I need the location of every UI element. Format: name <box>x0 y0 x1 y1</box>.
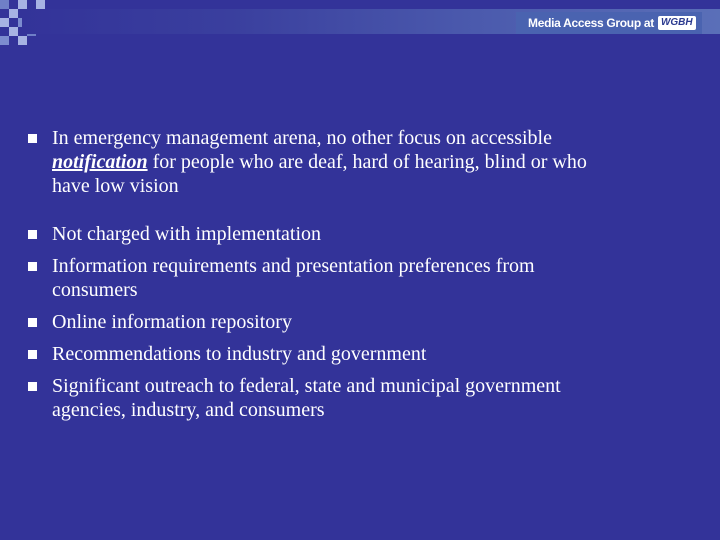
bullet-item <box>28 307 708 339</box>
bullet-marker-icon <box>28 318 37 327</box>
bullet-line: consumers <box>52 279 138 301</box>
logo <box>516 12 702 34</box>
bullet-item <box>28 339 708 371</box>
bullet-line: In emergency management arena, no other focus on accessible <box>52 127 552 149</box>
bullet-marker-icon <box>28 134 37 143</box>
bullet-line: agencies, industry, and consumers <box>52 399 325 421</box>
bullet-marker-icon <box>28 350 37 359</box>
logo-mark: WGBH <box>658 16 696 30</box>
bullet-item <box>28 123 708 219</box>
emphasis-text: notification <box>52 151 148 173</box>
logo-text: Media Access Group at <box>528 16 654 30</box>
bullet-marker-icon <box>28 230 37 239</box>
bullet-line: Not charged with implementation <box>52 223 322 245</box>
bullet-item <box>28 251 708 307</box>
bullet-item <box>28 219 708 251</box>
bullet-line: Significant outreach to federal, state and municipal government <box>52 375 561 397</box>
bullet-list <box>28 123 708 427</box>
bullet-line: Recommendations to industry and government <box>52 343 427 365</box>
bullet-marker-icon <box>28 262 37 271</box>
bullet-line: Information requirements and presentation preferences from <box>52 255 535 277</box>
bullet-line-rest: for people who are deaf, hard of hearing, blind or who <box>152 151 587 173</box>
bullet-line: have low vision <box>52 175 179 197</box>
bullet-line: Online information repository <box>52 311 292 333</box>
bullet-marker-icon <box>28 382 37 391</box>
bullet-item <box>28 371 708 427</box>
